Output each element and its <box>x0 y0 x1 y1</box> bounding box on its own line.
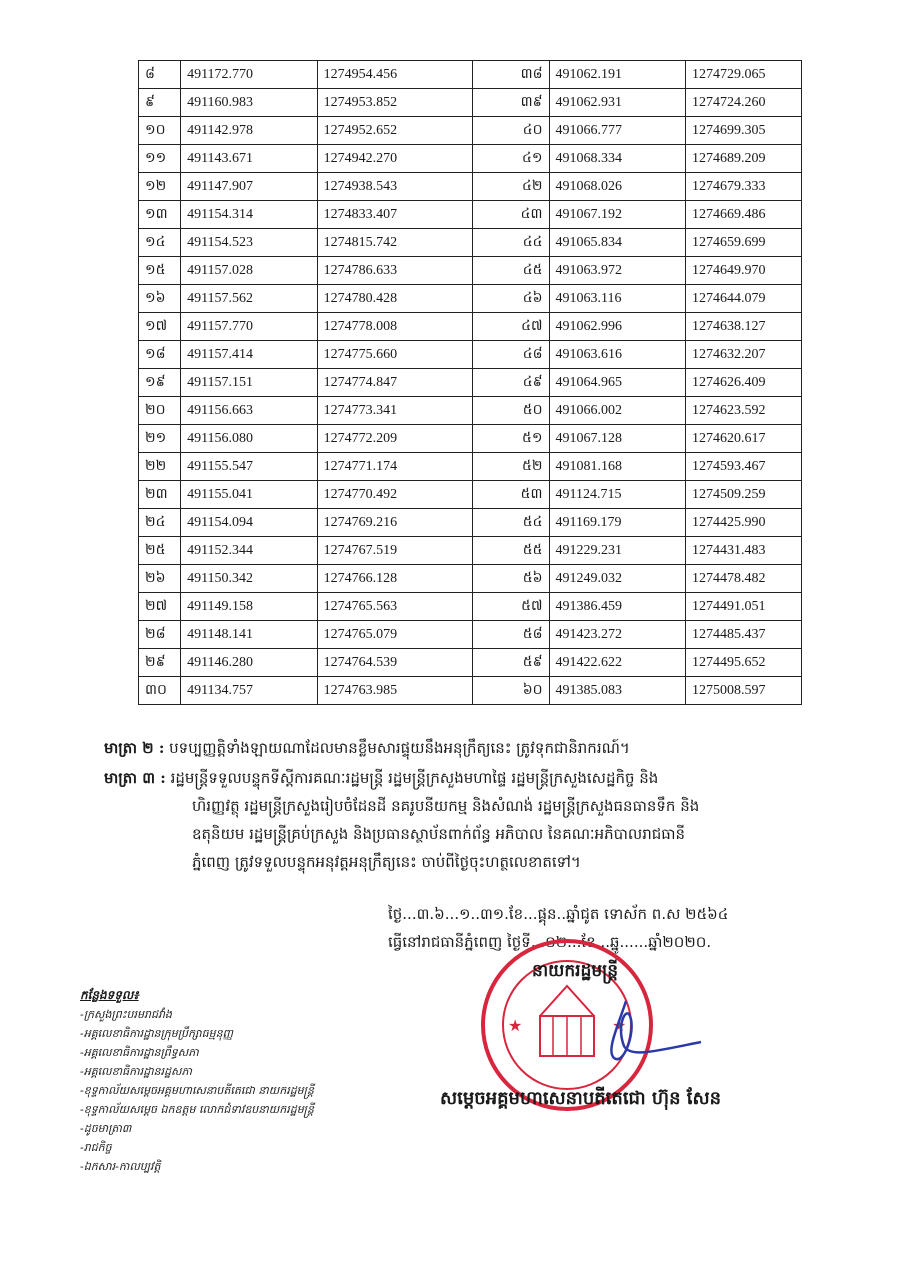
signer-name: សម្តេចអគ្គមហាសេនាបតីតេជោ ហ៊ុន សែន <box>440 1088 722 1109</box>
table-cell: 491064.965 <box>549 369 686 397</box>
table-cell: 1274623.592 <box>686 397 802 425</box>
table-cell: 491156.663 <box>181 397 318 425</box>
table-cell: ៥២ <box>472 453 549 481</box>
table-row <box>139 621 802 649</box>
table-row <box>139 145 802 173</box>
table-cell: 491147.907 <box>181 173 318 201</box>
table-cell: 1274833.407 <box>317 201 472 229</box>
table-cell: 491066.002 <box>549 397 686 425</box>
table-cell: 491423.272 <box>549 621 686 649</box>
table-cell: 491063.972 <box>549 257 686 285</box>
table-cell: 1274626.409 <box>686 369 802 397</box>
article-3-line-3: ឧតុនិយម រដ្ឋមន្ត្រីគ្រប់ក្រសួង និងប្រធានស្ថាប័នពាក់ព័ន្ធ អភិបាល នៃគណៈអភិបាលរាជធានី <box>192 825 686 843</box>
table-cell: 491067.128 <box>549 425 686 453</box>
table-cell: 491154.094 <box>181 509 318 537</box>
table-cell: ៥៥ <box>472 537 549 565</box>
table-cell: ៦០ <box>472 677 549 705</box>
signer-title: នាយករដ្ឋមន្ត្រី <box>532 961 618 981</box>
table-cell: 1274771.174 <box>317 453 472 481</box>
table-cell: 1274689.209 <box>686 145 802 173</box>
table-cell: 1274659.699 <box>686 229 802 257</box>
table-cell: ១៩ <box>139 369 181 397</box>
table-cell: ៣៨ <box>472 61 549 89</box>
table-cell: ១០ <box>139 117 181 145</box>
table-cell: 1274669.486 <box>686 201 802 229</box>
table-cell: ១៨ <box>139 341 181 369</box>
table-cell: 491156.080 <box>181 425 318 453</box>
table-cell: ១២ <box>139 173 181 201</box>
article-2-text: បទប្បញ្ញត្តិទាំងឡាយណាដែលមានខ្លឹមសារផ្ទុយនឹងអនុក្រឹត្យនេះ ត្រូវទុកជានិរាករណ៍។ <box>169 739 630 757</box>
table-cell: 1274764.539 <box>317 649 472 677</box>
table-cell: 1274431.483 <box>686 537 802 565</box>
article-2-label: មាត្រា ២ : <box>104 739 165 757</box>
table-cell: 1275008.597 <box>686 677 802 705</box>
table-cell: ២៤ <box>139 509 181 537</box>
table-cell: ២៨ <box>139 621 181 649</box>
table-row <box>139 369 802 397</box>
table-row <box>139 397 802 425</box>
article-3-line-4: ភ្នំពេញ ត្រូវទទួលបន្ទុកអនុវត្តអនុក្រឹត្យនេះ ចាប់ពីថ្ងៃចុះហត្ថលេខាតទៅ។ <box>192 853 581 871</box>
table-cell: 1274954.456 <box>317 61 472 89</box>
table-cell: 1274938.543 <box>317 173 472 201</box>
table-cell: 1274767.519 <box>317 537 472 565</box>
table-cell: ១៦ <box>139 285 181 313</box>
table-row <box>139 453 802 481</box>
table-cell: 1274644.079 <box>686 285 802 313</box>
table-cell: 491155.547 <box>181 453 318 481</box>
table-cell: ៤១ <box>472 145 549 173</box>
table-cell: 1274699.305 <box>686 117 802 145</box>
table-cell: ៣៩ <box>472 89 549 117</box>
table-cell: 491150.342 <box>181 565 318 593</box>
table-cell: 491157.028 <box>181 257 318 285</box>
recipient-item: -ខុទ្ទកាល័យសម្តេច ឯកឧត្តម លោកជំទាវឧបនាយករដ្ឋមន្ត្រី <box>80 1103 314 1116</box>
table-cell: 1274786.633 <box>317 257 472 285</box>
coordinates-table <box>138 60 802 705</box>
table-cell: 1274763.985 <box>317 677 472 705</box>
table-cell: 491146.280 <box>181 649 318 677</box>
table-cell: 1274425.990 <box>686 509 802 537</box>
table-cell: ៥៩ <box>472 649 549 677</box>
table-cell: ៤៨ <box>472 341 549 369</box>
table-cell: ២៣ <box>139 481 181 509</box>
table-cell: 491169.179 <box>549 509 686 537</box>
table-cell: 491067.192 <box>549 201 686 229</box>
table-row <box>139 677 802 705</box>
date-place: ធ្វើនៅរាជធានីភ្នំពេញ ថ្ងៃទី...០២...ខែ...ឆ្នូ......ឆ្នាំ២០២០. <box>388 933 712 951</box>
table-cell: 491386.459 <box>549 593 686 621</box>
table-cell: 1274772.209 <box>317 425 472 453</box>
article-3 <box>104 764 834 876</box>
table-cell: 1274952.652 <box>317 117 472 145</box>
table-cell: 491065.834 <box>549 229 686 257</box>
date-lunar: ថ្ងៃ...៣.៦...១..៣១.ខែ...ផ្គុន..ឆ្នាំជូត ទោស័ក ព.ស ២៥៦៤ <box>388 905 729 923</box>
table-cell: 491134.757 <box>181 677 318 705</box>
svg-text:★: ★ <box>508 1016 523 1035</box>
table-cell: 491385.083 <box>549 677 686 705</box>
table-cell: ២៦ <box>139 565 181 593</box>
table-row <box>139 257 802 285</box>
table-cell: ៤៤ <box>472 229 549 257</box>
table-cell: 491062.996 <box>549 313 686 341</box>
table-cell: 1274770.492 <box>317 481 472 509</box>
table-cell: ២៥ <box>139 537 181 565</box>
table-cell: 491160.983 <box>181 89 318 117</box>
recipient-item: -រាជកិច្ច <box>80 1141 112 1154</box>
table-cell: ១៣ <box>139 201 181 229</box>
table-cell: ១៤ <box>139 229 181 257</box>
table-cell: ៤០ <box>472 117 549 145</box>
table-cell: 1274778.008 <box>317 313 472 341</box>
table-cell: ៤៣ <box>472 201 549 229</box>
table-cell: 1274485.437 <box>686 621 802 649</box>
table-cell: 491172.770 <box>181 61 318 89</box>
recipient-item: -ដូចមាត្រា៣ <box>80 1122 132 1135</box>
signature <box>596 996 706 1066</box>
table-cell: 1274773.341 <box>317 397 472 425</box>
table-cell: 491229.231 <box>549 537 686 565</box>
table-cell: 491157.414 <box>181 341 318 369</box>
table-cell: ៤៦ <box>472 285 549 313</box>
recipient-item: -អគ្គលេខាធិការដ្ឋានព្រឹទ្ធសភា <box>80 1046 199 1059</box>
table-row <box>139 341 802 369</box>
table-cell: 1274942.270 <box>317 145 472 173</box>
table-cell: ១៥ <box>139 257 181 285</box>
table-cell: 1274780.428 <box>317 285 472 313</box>
table-cell: 1274620.617 <box>686 425 802 453</box>
table-cell: 491154.523 <box>181 229 318 257</box>
table-row <box>139 61 802 89</box>
table-cell: ៥៨ <box>472 621 549 649</box>
table-cell: 1274649.970 <box>686 257 802 285</box>
table-cell: 491068.026 <box>549 173 686 201</box>
table-row <box>139 117 802 145</box>
table-cell: ៨ <box>139 61 181 89</box>
svg-text:★: ★ <box>612 1016 627 1035</box>
table-cell: 491142.978 <box>181 117 318 145</box>
table-cell: ២៩ <box>139 649 181 677</box>
table-row <box>139 509 802 537</box>
table-cell: ៥៦ <box>472 565 549 593</box>
table-cell: ៥១ <box>472 425 549 453</box>
table-cell: 1274724.260 <box>686 89 802 117</box>
table-cell: ៥៣ <box>472 481 549 509</box>
table-cell: 1274765.563 <box>317 593 472 621</box>
table-cell: 1274509.259 <box>686 481 802 509</box>
table-cell: ៥៧ <box>472 593 549 621</box>
table-cell: ២២ <box>139 453 181 481</box>
table-row <box>139 201 802 229</box>
table-cell: 491062.931 <box>549 89 686 117</box>
table-cell: 1274774.847 <box>317 369 472 397</box>
table-cell: ៣០ <box>139 677 181 705</box>
table-row <box>139 173 802 201</box>
article-3-line-1: រដ្ឋមន្ត្រីទទួលបន្ទុកទីស្តីការគណៈរដ្ឋមន្ត្រី រដ្ឋមន្ត្រីក្រសួងមហាផ្ទៃ រដ្ឋមន្ត្រីក្រសួងសេដ្ឋកិច្ច និង <box>170 769 659 787</box>
table-cell: ៥០ <box>472 397 549 425</box>
table-cell: 1274679.333 <box>686 173 802 201</box>
table-cell: ៤៩ <box>472 369 549 397</box>
recipient-item: -ឯកសារ-កាលប្បវត្តិ <box>80 1160 161 1173</box>
table-row <box>139 481 802 509</box>
article-2 <box>104 734 834 762</box>
table-row <box>139 565 802 593</box>
table-cell: 491157.770 <box>181 313 318 341</box>
table-cell: 1274593.467 <box>686 453 802 481</box>
table-cell: 491155.041 <box>181 481 318 509</box>
table-cell: ៤៧ <box>472 313 549 341</box>
table-cell: 491152.344 <box>181 537 318 565</box>
table-cell: 1274765.079 <box>317 621 472 649</box>
table-cell: 491422.622 <box>549 649 686 677</box>
table-cell: ១៧ <box>139 313 181 341</box>
table-cell: 491149.158 <box>181 593 318 621</box>
table-cell: 1274815.742 <box>317 229 472 257</box>
table-cell: 1274495.652 <box>686 649 802 677</box>
recipient-item: -អគ្គលេខាធិការដ្ឋានរដ្ឋសភា <box>80 1065 192 1078</box>
table-row <box>139 537 802 565</box>
table-cell: 491062.191 <box>549 61 686 89</box>
table-cell: ២១ <box>139 425 181 453</box>
table-cell: ៤២ <box>472 173 549 201</box>
table-cell: 491063.616 <box>549 341 686 369</box>
table-row <box>139 425 802 453</box>
table-cell: ១១ <box>139 145 181 173</box>
recipients-list <box>80 986 314 1176</box>
recipient-item: -អគ្គលេខាធិការដ្ឋានក្រុមប្រឹក្សាធម្មនុញ្ញ <box>80 1027 234 1040</box>
table-cell: ៤៥ <box>472 257 549 285</box>
table-cell: 491068.334 <box>549 145 686 173</box>
table-cell: ២៧ <box>139 593 181 621</box>
table-cell: 491143.671 <box>181 145 318 173</box>
table-cell: 1274478.482 <box>686 565 802 593</box>
table-cell: 491124.715 <box>549 481 686 509</box>
table-row <box>139 285 802 313</box>
article-3-label: មាត្រា ៣ : <box>104 769 166 787</box>
table-cell: 1274766.128 <box>317 565 472 593</box>
article-3-line-2: ហិរញ្ញវត្ថុ រដ្ឋមន្ត្រីក្រសួងរៀបចំដែនដី នគរូបនីយកម្ម និងសំណង់ រដ្ឋមន្ត្រីក្រសួងធនធានទឹក និង <box>192 797 700 815</box>
table-row <box>139 229 802 257</box>
recipient-item: -ក្រសួងព្រះបរមរាជវាំង <box>80 1008 172 1021</box>
table-cell: 1274775.660 <box>317 341 472 369</box>
table-row <box>139 89 802 117</box>
recipients-title: កន្លែងទទួល៖ <box>80 988 139 1002</box>
table-row <box>139 313 802 341</box>
table-row <box>139 593 802 621</box>
table-cell: 491157.562 <box>181 285 318 313</box>
recipient-item: -ខុទ្ទកាល័យសម្តេចអគ្គមហាសេនាបតីតេជោ នាយករដ្ឋមន្ត្រី <box>80 1084 314 1097</box>
table-cell: 491063.116 <box>549 285 686 313</box>
table-cell: 1274769.216 <box>317 509 472 537</box>
table-cell: 491081.168 <box>549 453 686 481</box>
table-cell: ៥៤ <box>472 509 549 537</box>
table-cell: ៩ <box>139 89 181 117</box>
table-cell: 491066.777 <box>549 117 686 145</box>
table-cell: 491148.141 <box>181 621 318 649</box>
table-cell: ២០ <box>139 397 181 425</box>
table-cell: 491154.314 <box>181 201 318 229</box>
table-cell: 491249.032 <box>549 565 686 593</box>
table-cell: 1274729.065 <box>686 61 802 89</box>
table-cell: 1274638.127 <box>686 313 802 341</box>
table-cell: 1274632.207 <box>686 341 802 369</box>
table-cell: 1274953.852 <box>317 89 472 117</box>
table-cell: 1274491.051 <box>686 593 802 621</box>
table-row <box>139 649 802 677</box>
table-cell: 491157.151 <box>181 369 318 397</box>
